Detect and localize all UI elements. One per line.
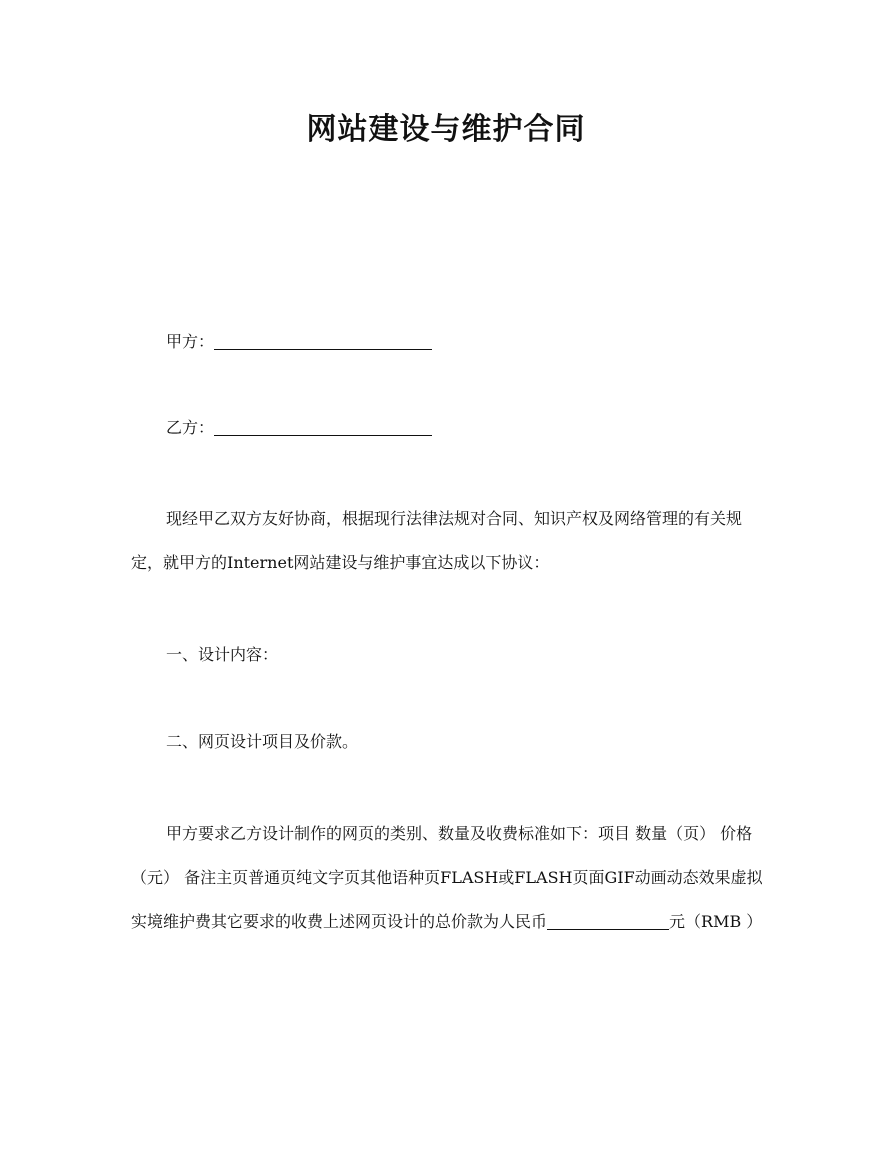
pricing-paragraph [131, 812, 771, 944]
pricing-text: 甲方要求乙方设计制作的网页的类别、数量及收费标准如下：项目 数量（页） 价格（元） 备注主页普通页纯文字页其他语种页FLASH或FLASH页面GIF动画动态效果虚拟实境维护费其它要求的收费上述网页设计的总价款为人民币 [131, 824, 763, 931]
section-1-heading: 一、设计内容： [166, 645, 279, 664]
section-2-heading: 二、网页设计项目及价款。 [166, 732, 359, 751]
party-a-blank [214, 331, 432, 350]
party-a-label: 甲方： [166, 332, 215, 351]
pricing-tail: 元（RMB ） [669, 912, 763, 931]
party-a-line [131, 320, 771, 364]
party-b-label: 乙方： [166, 418, 215, 437]
total-price-blank [547, 911, 669, 930]
party-b-blank [214, 417, 432, 436]
party-b-line [131, 406, 771, 450]
document-title: 网站建设与维护合同 [306, 112, 586, 147]
intro-paragraph: 现经甲乙双方友好协商，根据现行法律法规对合同、知识产权及网络管理的有关规定，就甲方的Internet网站建设与维护事宜达成以下协议： [131, 509, 743, 572]
